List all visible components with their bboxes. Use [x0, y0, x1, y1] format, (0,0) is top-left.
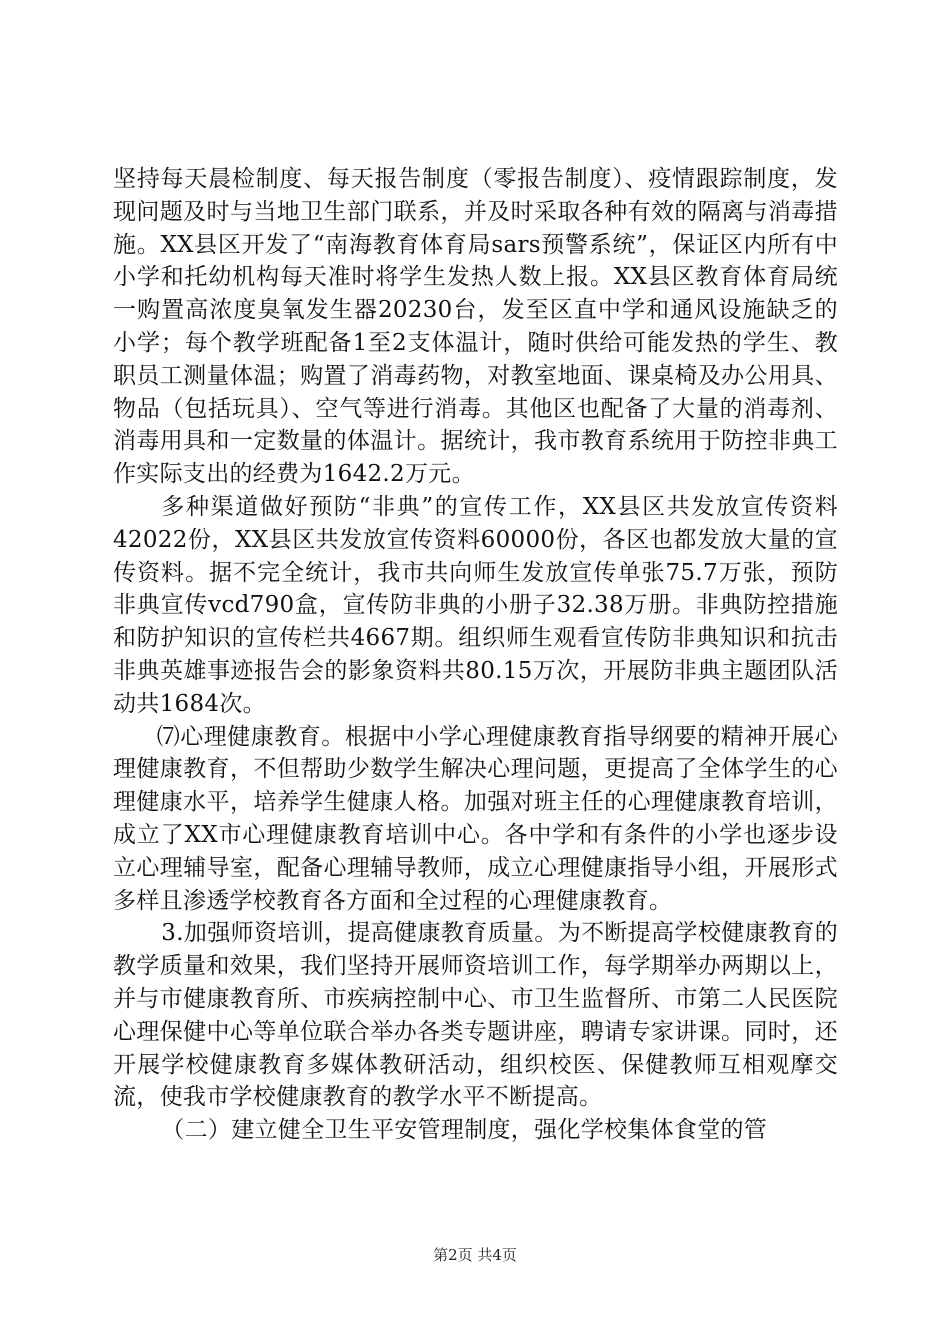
paragraph-teacher-training: 3.加强师资培训，提高健康教育质量。为不断提高学校健康教育的教学质量和效果，我们坚持开展师资培训工作，每学期举办两期以上，并与市健康教育所、市疾病控制中心、市卫生监督所、市第二人民医院心理保健中心等单位联合举办各类专题讲座，聘请专家讲课。同时，还开展学校健康教育多媒体教研活动，组织校医、保健教师互相观摩交流，使我市学校健康教育的教学水平不断提高。: [113, 920, 838, 1111]
page-number: 第2页 共4页: [433, 1246, 517, 1264]
paragraph-publicity-work: 多种渠道做好预防“非典”的宣传工作，XX县区共发放宣传资料42022份，XX县区共发放宣传资料60000份，各区也都发放大量的宣传资料。据不完全统计，我市共向师生发放宣传单张75.7万张，预防非典宣传vcd790盒，宣传防非典的小册子32.38万册。非典防控措施和防护知识的宣传栏共4667期。组织师生观看宣传防非典知识和抗击非典英雄事迹报告会的影象资料共80.15万次，开展防非典主题团队活动共1684次。: [113, 493, 838, 717]
document-body: [113, 163, 838, 1147]
paragraph-section-two-heading: （二）建立健全卫生平安管理制度，强化学校集体食堂的管: [161, 1117, 768, 1144]
paragraph-mental-health: ⑺心理健康教育。根据中小学心理健康教育指导纲要的精神开展心理健康教育，不但帮助少数学生解决心理问题，更提高了全体学生的心理健康水平，培养学生健康人格。加强对班主任的心理健康教育培训，成立了XX市心理健康教育培训中心。各中学和有条件的小学也逐步设立心理辅导室，配备心理辅导教师，成立心理健康指导小组，开展形式多样且渗透学校教育各方面和全过程的心理健康教育。: [113, 723, 838, 914]
paragraph-prevention-measures: 坚持每天晨检制度、每天报告制度（零报告制度）、疫情跟踪制度，发现问题及时与当地卫生部门联系，并及时采取各种有效的隔离与消毒措施。XX县区开发了“南海教育体育局sars预警系统”，保证区内所有中小学和托幼机构每天准时将学生发热人数上报。XX县区教育体育局统一购置高浓度臭氧发生器20230台，发至区直中学和通风设施缺乏的小学；每个教学班配备1至2支体温计，随时供给可能发热的学生、教职员工测量体温；购置了消毒药物，对教室地面、课桌椅及办公用具、物品（包括玩具）、空气等进行消毒。其他区也配备了大量的消毒剂、消毒用具和一定数量的体温计。据统计，我市教育系统用于防控非典工作实际支出的经费为1642.2万元。: [113, 166, 838, 488]
